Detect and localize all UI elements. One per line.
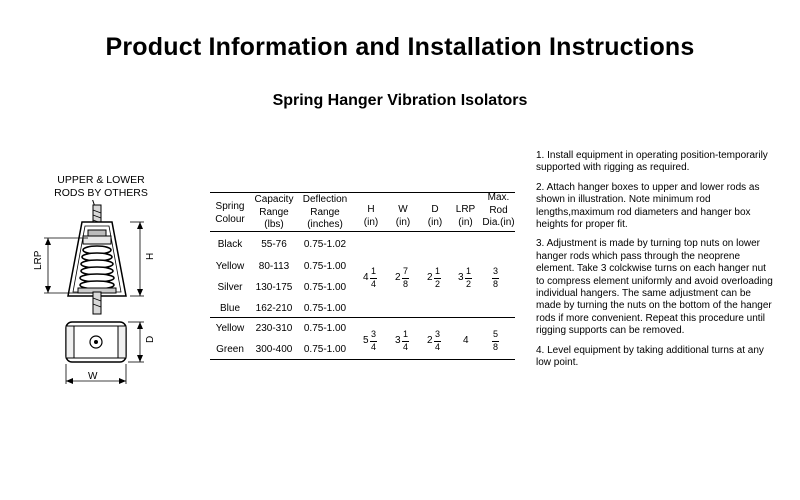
cell-capacity: 130-175 xyxy=(255,282,293,293)
instruction-step: 3. Adjustment is made by turning top nuts on lower hanger rods which pass through the neoprene element. Take 3 colckwise turns on each hanger nut to compress element uniformly and avoid overloading individual hangers. The same adjustment can be made by turning the nuts on the bottom of the hanger rods if more convenient. Repeat this procedure until rigging supports can be removed. xyxy=(536,238,773,337)
cell-colour: Yellow xyxy=(215,261,245,272)
cell-deflection: 0.75-1.00 xyxy=(303,282,347,293)
instruction-step: 2. Attach hanger boxes to upper and lower rods as shown in illustration. Note minimum rod lengths,maximum rod diameters and hanger box heights for proper fit. xyxy=(536,181,760,231)
table-top-rule xyxy=(210,192,515,193)
cell-colour: Yellow xyxy=(215,323,245,334)
cell-colour: Silver xyxy=(217,282,243,293)
hanger-diagram xyxy=(30,200,160,390)
header-capacity: Capacity Range (lbs) xyxy=(254,194,294,230)
cell-deflection: 0.75-1.02 xyxy=(303,239,347,250)
cell-deflection: 0.75-1.00 xyxy=(303,303,347,314)
cell-capacity: 230-310 xyxy=(255,323,293,334)
lower-rod xyxy=(93,292,101,314)
cell-capacity: 80-113 xyxy=(258,261,290,272)
cell-deflection: 0.75-1.00 xyxy=(303,344,347,355)
table-header-rule xyxy=(210,231,515,232)
cell-colour: Black xyxy=(217,239,243,250)
page-subtitle: Spring Hanger Vibration Isolators xyxy=(272,92,528,109)
cell-colour: Green xyxy=(216,344,244,355)
table-bottom-rule xyxy=(210,359,515,360)
header-rod: Max. Rod Dia.(in) xyxy=(482,192,515,228)
header-lrp: LRP (in) xyxy=(455,204,476,228)
header-h: H (in) xyxy=(363,204,379,228)
dim-h-label: H xyxy=(145,252,156,260)
spring xyxy=(80,246,114,289)
header-w: W (in) xyxy=(395,204,411,228)
cell-deflection: 0.75-1.00 xyxy=(303,261,347,272)
cell-deflection: 0.75-1.00 xyxy=(303,323,347,334)
header-spring-colour: Spring Colour xyxy=(215,201,245,225)
cell-capacity: 300-400 xyxy=(255,344,293,355)
installation-instructions xyxy=(536,150,776,377)
cell-capacity: 55-76 xyxy=(261,239,287,250)
dim-d-label: D xyxy=(145,335,156,343)
spec-table: Spring Colour Capacity Range (lbs) Deflection Range (inches) H (in) W (in) D (in) LRP (in) Max. Rod Dia.(in) Black 55-76 0.75-1.02 Yellow 80-113 0.75-1.00 Silver 130-175 0.75-1.00 Blue 162-210 0.75-1.00 4 1 4 2 7 8 2 1 2 3 1 2 3 8 Yellow 230-310 0.75-1.00 Green 300-400 0.75-1.00 5 3 4 3 1 4 2 3 4 4 5 8 xyxy=(210,189,515,359)
dim-w-label: W xyxy=(88,371,98,382)
dim-lrp-label: LRP xyxy=(33,250,44,270)
instruction-step: 4. Level equipment by taking additional turns at any low point. xyxy=(536,344,764,369)
page-title: Product Information and Installation Instructions xyxy=(105,33,695,61)
cell-capacity: 162-210 xyxy=(255,303,293,314)
cell-colour: Blue xyxy=(219,303,240,314)
header-d: D (in) xyxy=(427,204,443,228)
header-deflection: Deflection Range (inches) xyxy=(302,194,348,230)
table-group-rule xyxy=(210,317,515,318)
rods-label: UPPER & LOWER RODS BY OTHERS xyxy=(54,174,148,199)
instruction-step: 1. Install equipment in operating position-temporarily supported with rigging as required. xyxy=(536,150,768,174)
